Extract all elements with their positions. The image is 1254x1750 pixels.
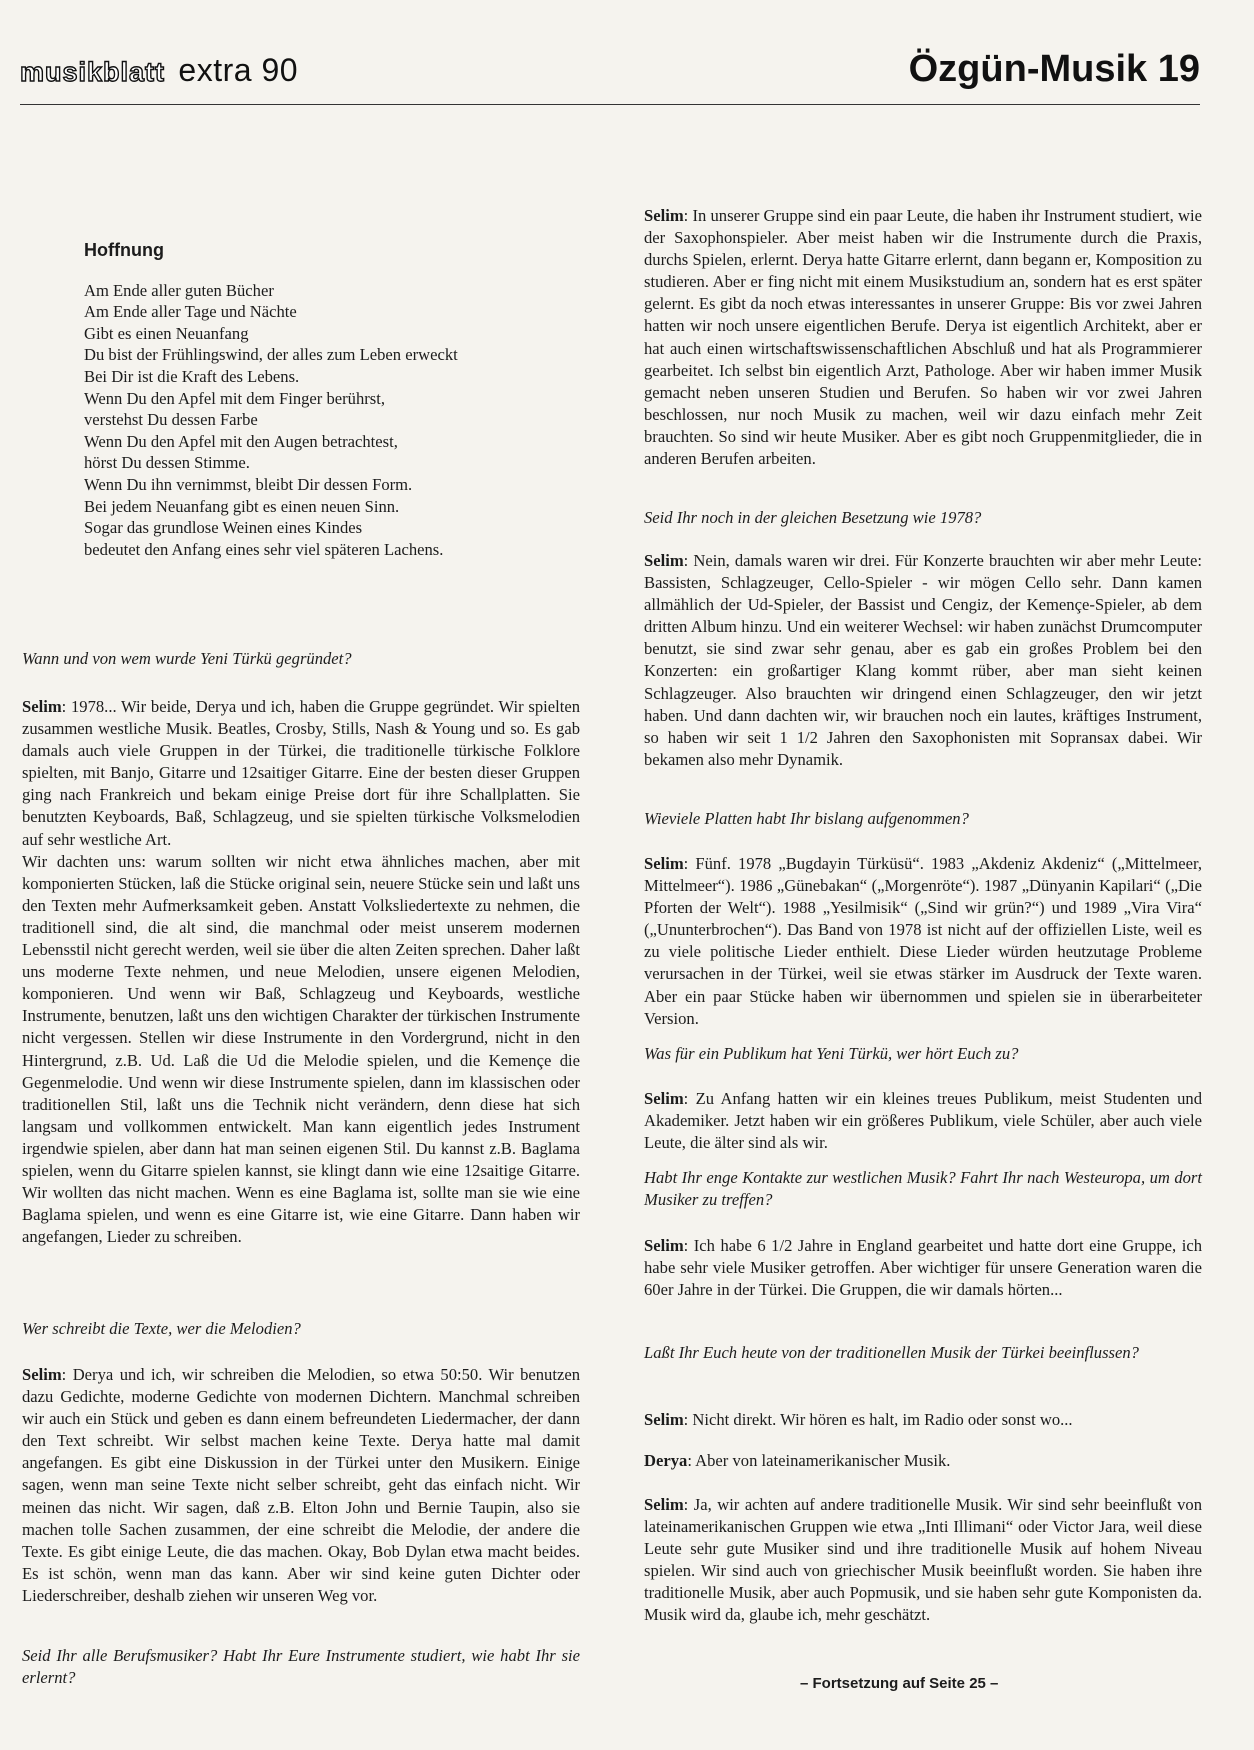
poem-line: Gibt es einen Neuanfang bbox=[84, 323, 249, 343]
question-2: Wer schreibt die Texte, wer die Melodien? bbox=[22, 1319, 301, 1338]
answer-9 bbox=[644, 1450, 1202, 1472]
question-5: Wieviele Platten habt Ihr bislang aufgenommen? bbox=[644, 809, 969, 828]
poem-line: Am Ende aller Tage und Nächte bbox=[84, 302, 297, 322]
poem-line: Wenn Du den Apfel mit den Augen betrachtest, bbox=[84, 431, 398, 451]
poem-line: Bei jedem Neuanfang gibt es einen neuen Sinn. bbox=[84, 496, 400, 516]
speaker: Selim bbox=[644, 1410, 684, 1429]
poem-line: Bei Dir ist die Kraft des Lebens. bbox=[84, 366, 300, 386]
answer-text: : In unserer Gruppe sind ein paar Leute, die haben ihr Instrument studiert, wie der Saxophonspieler. Aber meist haben wir die Instrumente durch die Praxis, durchs Spielen, erlernt. Derya hatte Gitarre erlernt, dann begann er, Komposition zu studieren. Aber er fing nicht mit einem Musikstudium an, sondern hat es erst später gelernt. Es gibt da noch etwas interessantes in unserer Gruppe: Bis vor zwei Jahren hatten wir noch unsere eigentlichen Berufe. Derya ist eigentlich Architekt, aber er hat auch einen wirtschaftswissenschaftlichen Abschluß und hat als Programmierer gearbeitet. Ich selbst bin eigentlich Arzt, Pathologe. Aber wir haben immer Musik gemacht neben unseren Studien und Berufen. So haben wir vor zwei Jahren beschlossen, nur noch Musik zu machen, weil wir dazu einfach mehr Zeit brauchten. So sind wir heute Musiker. Aber es gibt noch Gruppenmitglieder, die in anderen Berufen arbeiten. bbox=[644, 206, 1202, 469]
poem-line: Du bist der Frühlingswind, der alles zum Leben erweckt bbox=[84, 345, 458, 365]
question-4: Seid Ihr noch in der gleichen Besetzung wie 1978? bbox=[644, 508, 982, 527]
poem-line: hörst Du dessen Stimme. bbox=[84, 453, 250, 473]
answer-text: Wir dachten uns: warum sollten wir nicht etwa ähnliches machen, aber mit komponierten Stücken, laß die Stücke original sein, neuere Stücke sein und laßt uns den Texten mehr Aufmerksamkeit geben. Anstatt Volksliedertexte zu nehmen, die traditionell sind, die alt sind, die manchmal oder meist unserem modernen Lebensstil nicht gerecht werden, weil sie über die alten Zeiten sprechen. Daher laßt uns moderne Texte nehmen, und neue Melodien, unsere eigenen Melodien, komponieren. Und wenn wir Baß, Schlagzeug und Keyboards, westliche Instrumente, benutzen, laßt uns den wichtigen Charakter der türkischen Instrumente nicht vergessen. Stellen wir diese Instrumente in den Vordergrund, nicht in den Hintergrund, z.B. Ud. Laß die Ud die Melodie spielen, und die Kemençe die Gegenmelodie. Und wenn wir diese Instrumente spielen, dann im klassischen oder traditionellen Stil, laßt uns die Technik nicht verändern, denn diese hat sich langsam und vollkommen entwickelt. Man kann eigentlich jedes Instrument irgendwie spielen, aber dann hat man seinen eigenen Stil. Du kannst z.B. Baglama spielen, wenn du Gitarre spielen kannst, sie klingt dann wie eine 12saitige Gitarre. Wir wollten das nicht machen. Wenn es eine Baglama ist, sollte man sie wie eine Baglama spielen, und wenn es eine Gitarre ist, wie eine Gitarre. Dann haben wir angefangen, Lieder zu schreiben. bbox=[22, 851, 580, 1247]
answer-text: : Fünf. 1978 „Bugdayin Türküsü“. 1983 „Akdeniz Akdeniz“ („Mittelmeer, Mittelmeer“). 1986 „Günebakan“ („Morgenröte“). 1987 „Dünyanin Kapilari“ („Die Pforten der Welt“). 1988 „Yesilmisik“ („Sind wir grün?“) und 1989 „Vira Vira“ („Ununterbrochen“). Das Band von 1978 ist nicht auf der offiziellen Liste, weil es zu viele politische Lieder enthielt. Diese Lieder würden heutzutage Probleme verursachen in der Türkei, weil sie etwas stärker im Ausdruck der Texte waren. Aber ein paar Stücke haben wir übernommen und spielen sie in überarbeiteter Version. bbox=[644, 854, 1202, 1028]
answer-2 bbox=[22, 1364, 580, 1607]
answer-text: : Nein, damals waren wir drei. Für Konzerte brauchten wir aber mehr Leute: Bassisten, Schlagzeuger, Cello-Spieler - wir mögen Cello sehr. Dann kamen allmählich der Ud-Spieler, der Bassist und Cengiz, der Kemençe-Spieler, ab dem dritten Album hinzu. Und ein weiterer Wechsel: wir haben zunächst Drumcomputer benutzt, sie sind zwar sehr genau, aber es gab ein großes Problem bei den Konzerten: ein großartiger Klang kommt rüber, aber man sieht keinen Schlagzeuger. Also brauchten wir dringend einen Schlagzeuger, den wir jetzt haben. Und dann dachten wir, wir brauchen noch ein lautes, kräftiges Instrument, so haben wir seit 1 1/2 Jahren den Saxophonisten mit Sopransax dabei. Wir bekamen also mehr Dynamik. bbox=[644, 551, 1202, 769]
speaker: Derya bbox=[644, 1451, 688, 1470]
speaker: Selim bbox=[22, 697, 62, 716]
poem bbox=[84, 240, 584, 560]
poem-line: Wenn Du den Apfel mit dem Finger berührst, bbox=[84, 388, 385, 408]
speaker: Selim bbox=[644, 854, 684, 873]
answer-4 bbox=[644, 550, 1202, 771]
question-6: Was für ein Publikum hat Yeni Türkü, wer hört Euch zu? bbox=[644, 1044, 1019, 1063]
page-title: Özgün-Musik 19 bbox=[908, 48, 1200, 90]
brand-name: musikblatt bbox=[20, 57, 166, 87]
poem-line: Am Ende aller guten Bücher bbox=[84, 280, 274, 300]
question-8: Laßt Ihr Euch heute von der traditionellen Musik der Türkei beeinflussen? bbox=[644, 1343, 1139, 1362]
question-7: Habt Ihr enge Kontakte zur westlichen Musik? Fahrt Ihr nach Westeuropa, um dort Musiker zu treffen? bbox=[644, 1168, 1202, 1210]
answer-text: : 1978... Wir beide, Derya und ich, haben die Gruppe gegründet. Wir spielten zusammen westliche Musik. Beatles, Crosby, Stills, Nash & Young und so. Es gab damals auch viele Gruppen in der Türkei, die traditionelle türkische Folklore spielten, mit Banjo, Gitarre und 12saitiger Gitarre. Eine der besten dieser Gruppen ging nach Frankreich und bekam einige Preise dort für ihre Schallplatten. Sie benutzten Keyboards, Baß, Schlagzeug, und sie spielten türkische Volksmelodien auf sehr westliche Art. bbox=[22, 697, 580, 849]
speaker: Selim bbox=[644, 206, 684, 225]
answer-1 bbox=[22, 696, 580, 1248]
poem-line: bedeutet den Anfang eines sehr viel späteren Lachens. bbox=[84, 539, 444, 559]
speaker: Selim bbox=[644, 551, 684, 570]
answer-3 bbox=[644, 205, 1202, 470]
issue-label: extra 90 bbox=[178, 52, 299, 88]
poem-line: Wenn Du ihn vernimmst, bleibt Dir dessen Form. bbox=[84, 474, 413, 494]
page-header bbox=[20, 42, 1200, 105]
answer-5 bbox=[644, 853, 1202, 1030]
answer-6 bbox=[644, 1088, 1202, 1154]
poem-line: verstehst Du dessen Farbe bbox=[84, 410, 258, 430]
magazine-logo bbox=[20, 52, 298, 89]
answer-text: : Nicht direkt. Wir hören es halt, im Radio oder sonst wo... bbox=[683, 1410, 1073, 1429]
speaker: Selim bbox=[644, 1236, 684, 1255]
answer-text: : Aber von lateinamerikanischer Musik. bbox=[687, 1451, 951, 1470]
answer-10 bbox=[644, 1494, 1202, 1627]
answer-8 bbox=[644, 1409, 1202, 1431]
speaker: Selim bbox=[22, 1365, 62, 1384]
answer-text: : Ja, wir achten auf andere traditionelle Musik. Wir sind sehr beeinflußt von lateinamerikanischen Gruppen wie etwa „Inti Illimani“ oder Victor Jara, weil diese Leute sehr gute Musiker sind und ihre traditionelle Musik auf hohem Niveau spielen. Wir sind auch von griechischer Musik beeinflußt worden. Sie haben ihre traditionelle Musik, aber auch Popmusik, und sie haben sehr gute Komponisten da. Musik wird da, glaube ich, mehr geschätzt. bbox=[644, 1495, 1202, 1625]
speaker: Selim bbox=[644, 1495, 684, 1514]
question-1: Wann und von wem wurde Yeni Türkü gegründet? bbox=[22, 649, 352, 668]
continuation-note: – Fortsetzung auf Seite 25 – bbox=[800, 1675, 999, 1692]
speaker: Selim bbox=[644, 1089, 684, 1108]
answer-text: : Ich habe 6 1/2 Jahre in England gearbeitet und hatte dort eine Gruppe, ich habe sehr viele Musiker getroffen. Aber wichtiger für unsere Generation waren die 60er Jahre in der Türkei. Die Gruppen, die wir damals hörten... bbox=[644, 1236, 1202, 1300]
question-3: Seid Ihr alle Berufsmusiker? Habt Ihr Eure Instrumente studiert, wie habt Ihr sie erlernt? bbox=[22, 1646, 580, 1688]
poem-line: Sogar das grundlose Weinen eines Kindes bbox=[84, 518, 363, 538]
answer-text: : Derya und ich, wir schreiben die Melodien, so etwa 50:50. Wir benutzen dazu Gedichte, moderne Gedichte von modernen Dichtern. Manchmal schreiben wir auch ein Stück und geben es dann einem befreundeten Liedermacher, der dann den Text schreibt. Wir selbst machen keine Texte. Derya hatte mal damit angefangen. Es gibt eine Diskussion in der Türkei unter den Musikern. Einige sagen, wenn man seine Texte nicht selber schreibt, geht das einfach nicht. Wir meinen das nicht. Wir sagen, daß z.B. Elton John und Bernie Taupin, also sie machen tolle Sachen zusammen, der eine schreibt die Melodie, der andere die Texte. Es gibt einige Leute, die das machen. Okay, Bob Dylan etwa macht beides. Es ist schön, wenn man das kann. Aber wir sind keine guten Dichter oder Liederschreiber, deshalb ziehen wir unseren Weg vor. bbox=[22, 1365, 580, 1605]
answer-text: : Zu Anfang hatten wir ein kleines treues Publikum, meist Studenten und Akademiker. Jetzt haben wir ein größeres Publikum, viele Schüler, aber auch viele Leute, die älter sind als wir. bbox=[644, 1089, 1202, 1153]
poem-title: Hoffnung bbox=[84, 240, 164, 260]
answer-7 bbox=[644, 1235, 1202, 1301]
